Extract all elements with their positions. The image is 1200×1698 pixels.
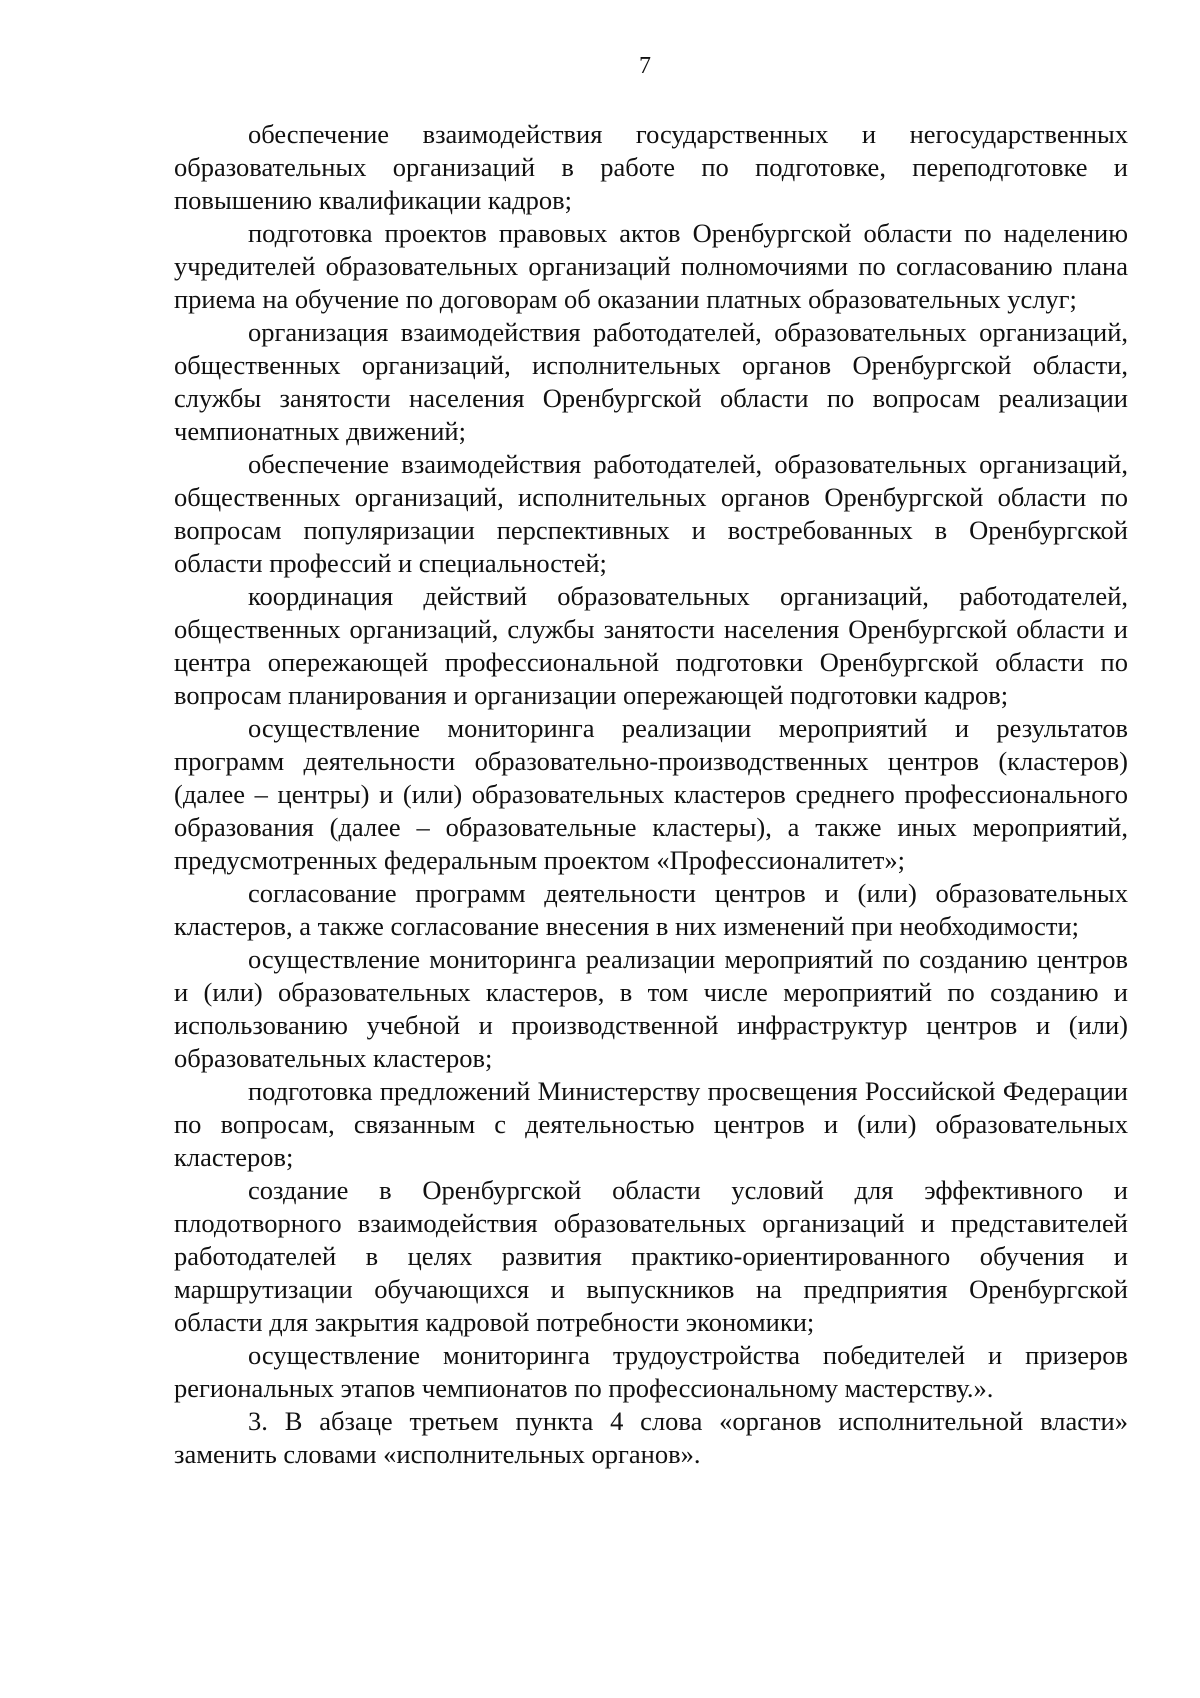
paragraph: организация взаимодействия работодателей, образовательных организаций, общественных организаций, исполнительных органов Оренбургской области, службы занятости населения Оренбургской области по вопросам реализации чемпионатных движений; [174,317,1128,446]
paragraph: создание в Оренбургской области условий для эффективного и плодотворного взаимодействия образовательных организаций и представителей работодателей в целях развития практико-ориентированного обучения и маршрутизации обучающихся и выпускников на предприятия Оренбургской области для закрытия кадровой потребности экономики; [174,1175,1128,1337]
amendment-paragraph: 3. В абзаце третьем пункта 4 слова «органов исполнительной власти» заменить словами «исполнительных органов». [174,1406,1128,1469]
paragraph: координация действий образовательных организаций, работодателей, общественных организаций, службы занятости населения Оренбургской области и центра опережающей профессиональной подготовки Оренбургской области по вопросам планирования и организации опережающей подготовки кадров; [174,581,1128,710]
paragraph: осуществление мониторинга реализации мероприятий по созданию центров и (или) образовательных кластеров, в том числе мероприятий по созданию и использованию учебной и производственной инфраструктур центров и (или) образовательных кластеров; [174,944,1128,1073]
paragraph: обеспечение взаимодействия работодателей, образовательных организаций, общественных организаций, исполнительных органов Оренбургской области по вопросам популяризации перспективных и востребованных в Оренбургской области профессий и специальностей; [174,449,1128,578]
paragraph: осуществление мониторинга трудоустройства победителей и призеров региональных этапов чемпионатов по профессиональному мастерству.». [174,1340,1128,1403]
paragraph: обеспечение взаимодействия государственных и негосударственных образовательных организаций в работе по подготовке, переподготовке и повышению квалификации кадров; [174,119,1128,215]
paragraph: осуществление мониторинга реализации мероприятий и результатов программ деятельности образовательно-производственных центров (кластеров) (далее – центры) и (или) образовательных кластеров среднего профессионального образования (далее – образовательные кластеры), а также иных мероприятий, предусмотренных федеральным проектом «Профессионалитет»; [174,713,1128,875]
document-body [174,118,1128,1471]
paragraph: подготовка проектов правовых актов Оренбургской области по наделению учредителей образовательных организаций полномочиями по согласованию плана приема на обучение по договорам об оказании платных образовательных услуг; [174,218,1128,314]
paragraph: подготовка предложений Министерству просвещения Российской Федерации по вопросам, связанным с деятельностью центров и (или) образовательных кластеров; [174,1076,1128,1172]
page-number: 7 [639,53,651,79]
paragraph: согласование программ деятельности центров и (или) образовательных кластеров, а также согласование внесения в них изменений при необходимости; [174,878,1128,941]
